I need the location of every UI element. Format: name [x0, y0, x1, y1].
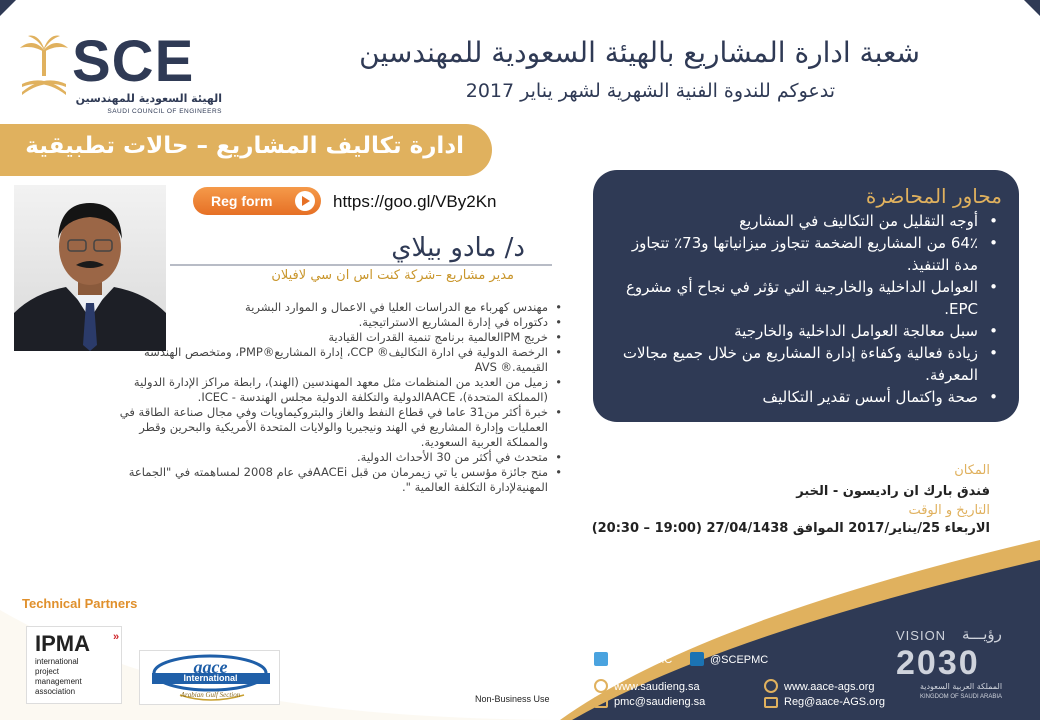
- saudieng-email[interactable]: pmc@saudieng.sa: [594, 696, 705, 708]
- topic-banner: [0, 124, 492, 176]
- venue-value: فندق بارك ان راديسون - الخبر: [796, 484, 990, 499]
- aace-email[interactable]: Reg@aace-AGS.org: [764, 696, 885, 708]
- linkedin-icon: [690, 652, 704, 666]
- saudieng-website[interactable]: www.saudieng.sa: [594, 679, 700, 693]
- page-title: شعبة ادارة المشاريع بالهيئة السعودية للمهندسين: [359, 36, 920, 69]
- topic-item: • أوجه التقليل من التكاليف في المشاريع: [620, 210, 1000, 232]
- linkedin-contact[interactable]: @SCEPMC: [690, 652, 768, 666]
- non-business-use-label: Non-Business Use: [475, 694, 550, 704]
- bio-item: • الرخصة الدولية في ادارة التكاليف® CCP، إدارة المشاريع®PMP، ومتخصص الهندسة القيمية.® AVS: [100, 345, 562, 375]
- globe-icon: [594, 679, 608, 693]
- bio-item: • مهندس كهرباء مع الدراسات العليا في الاعمال و الموارد البشرية: [100, 300, 562, 315]
- registration-link[interactable]: https://goo.gl/VBy2Kn: [333, 192, 497, 211]
- logo-wordmark: SCE: [72, 29, 195, 94]
- topic-title: ادارة تكاليف المشاريع – حالات تطبيقية: [25, 133, 464, 159]
- bio-item: • دكتوراه في إدارة المشاريع الاستراتيجية.: [100, 315, 562, 330]
- bio-item: • متحدث في أكثر من 30 الأحداث الدولية.: [100, 450, 562, 465]
- corner-decoration-right: [1024, 0, 1040, 16]
- aace-website[interactable]: www.aace-ags.org: [764, 679, 875, 693]
- twitter-contact[interactable]: @SCEPMC: [594, 652, 672, 666]
- logo-english-name: SAUDI COUNCIL OF ENGINEERS: [107, 108, 222, 115]
- reg-form-label: Reg form: [211, 193, 273, 209]
- venue-label: المكان: [954, 463, 990, 478]
- reg-form-button[interactable]: [193, 187, 321, 215]
- topic-item: • سبل معالجة العوامل الداخلية والخارجية: [620, 320, 1000, 342]
- globe-icon: [764, 679, 778, 693]
- logo-arabic-name: الهيئة السعودية للمهندسين: [75, 92, 222, 105]
- topic-item: • صحة واكتمال أسس تقدير التكاليف: [620, 386, 1000, 408]
- lecture-topics-title: محاور المحاضرة: [865, 184, 1002, 208]
- twitter-icon: [594, 652, 608, 666]
- topic-item: • 64٪ من المشاريع الضخمة تتجاوز ميزانياتها و73٪ تتجاوز مدة التنفيذ.: [620, 232, 1000, 276]
- bio-item: • منح جائزة مؤسس يا تي زيمرمان من قبل AACEiفي عام 2008 لمساهمته في "الجماعة المهنيةلإدارة التكلفة العالمية ".: [100, 465, 562, 495]
- speaker-name: د/ مادو بيلاي: [391, 233, 525, 263]
- technical-partners-label: Technical Partners: [22, 596, 138, 611]
- topic-item: • العوامل الداخلية والخارجية التي تؤثر في نجاح أي مشروع EPC.: [620, 276, 1000, 320]
- datetime-label: التاريخ و الوقت: [908, 503, 990, 518]
- corner-decoration-left: [0, 0, 16, 16]
- speaker-divider: [170, 264, 552, 266]
- ipma-logo: IPMA » international project management association: [26, 626, 122, 704]
- page-subtitle: تدعوكم للندوة الفنية الشهرية لشهر يناير 2017: [465, 80, 835, 102]
- datetime-value: الاربعاء 25/يناير/2017 الموافق 27/04/1438 (19:00 – 20:30): [591, 521, 990, 536]
- mail-icon: [594, 697, 608, 708]
- aace-logo: aace International Arabian Gulf Section: [139, 650, 280, 705]
- vision-2030-logo: VISION رؤيـــة 2030 المملكة العربية السعودية KINGDOM OF SAUDI ARABIA: [896, 625, 1003, 700]
- lecture-topics-list: [620, 210, 1000, 408]
- palm-swords-emblem-icon: [18, 34, 70, 96]
- mail-icon: [764, 697, 778, 708]
- speaker-role: مدير مشاريع –شركة كنت اس ان سي لافيلان: [271, 268, 514, 283]
- bio-item: • خبرة أكثر من31 عاما في قطاع النفط والغاز والبتروكيماويات وفي مجال صناعة الطاقة في العمليات وإدارة المشاريع في الهند ونيجيريا والولايات المتحدة الأمريكية والبحرين وقطر والمملكة العربية السعودية.: [100, 405, 562, 450]
- play-icon: [295, 191, 315, 211]
- topic-item: • زيادة فعالية وكفاءة إدارة المشاريع من خلال جميع مجالات المعرفة.: [620, 342, 1000, 386]
- bio-item: • خريج PMالعالمية برنامج تنمية القدرات القيادية: [100, 330, 562, 345]
- bio-item: • زميل من العديد من المنظمات مثل معهد المهندسين (الهند)، رابطة مراكز الإدارة الدولية (المملكة المتحدة)، AACEالدولية والتكلفة الدولية مجلس الهندسة - ICEC.: [100, 375, 562, 405]
- speaker-bio-list: [100, 300, 562, 495]
